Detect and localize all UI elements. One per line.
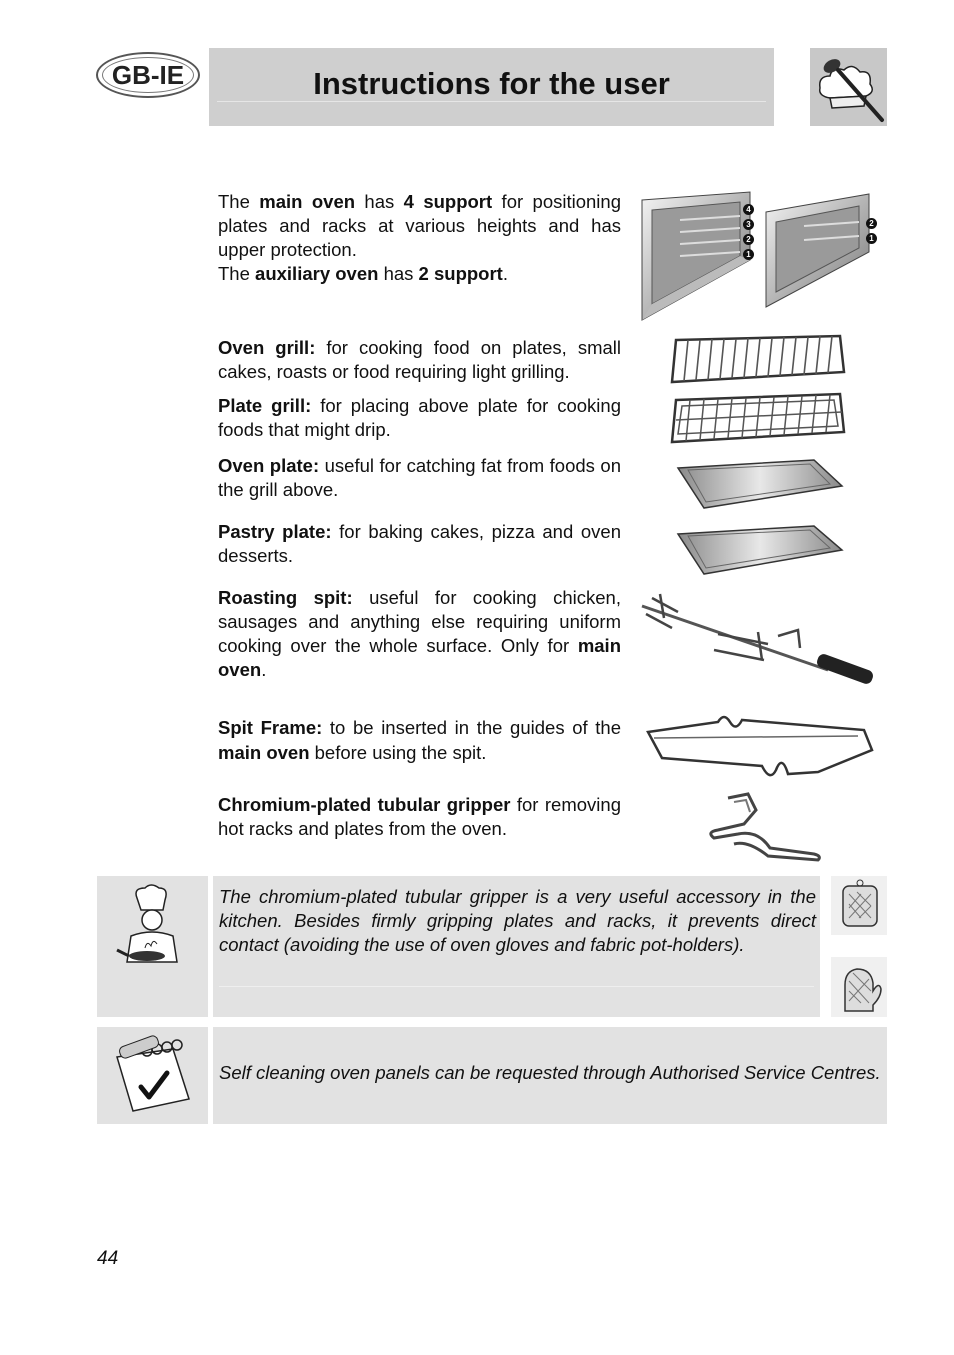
pot-holder-icon [831,876,887,935]
roasting-spit-illustration [638,588,878,703]
level-marker: 1 [743,249,754,260]
spoon-chef-hat-icon [810,48,887,126]
page-header [209,48,774,126]
accessory-desc: useful for cooking chicken, sausages and anything else requiring uniform cooking over the whole surface. Only for [218,587,621,656]
oven-plate-illustration [674,456,846,512]
auxiliary-oven-cavity-illustration [764,192,879,312]
page-title: Instructions for the user [313,66,670,101]
oven-grill-illustration [668,332,848,388]
accessory-desc: for baking cakes, pizza and oven desserts. [218,521,621,566]
header-divider [217,101,766,102]
spit-frame-illustration [638,710,880,784]
accessory-oven-plate [218,454,621,502]
panels-note-box [213,1027,887,1124]
level-marker: 1 [866,233,877,244]
note-divider [219,986,814,987]
pastry-plate-illustration [674,522,846,578]
level-marker: 3 [743,219,754,230]
accessory-desc: useful for catching fat from foods on the grill above. [218,455,621,500]
accessory-name: Plate grill: [218,395,312,416]
accessory-roasting-spit: Roasting spit: useful for cooking chicken, sausages and anything else requiring uniform cooking over the whole surface. Only for main oven. [218,587,621,680]
accessory-name: Oven plate: [218,455,320,476]
gripper-note-box [213,876,820,1017]
accessory-name: Oven grill: [218,337,316,358]
notepad-checkmark-icon [97,1027,208,1124]
accessory-pastry-plate [218,520,621,568]
level-marker: 2 [866,218,877,229]
panels-note-text: Self cleaning oven panels can be requested through Authorised Service Centres. [219,1062,881,1083]
tubular-gripper-illustration [698,790,828,864]
region-badge-label: GB-IE [111,59,185,90]
accessory-oven-grill [218,336,621,384]
level-marker: 4 [743,204,754,215]
accessory-plate-grill [218,394,621,442]
gripper-note-text: The chromium-plated tubular gripper is a very useful accessory in the kitchen. Besides firmly gripping plates and racks, it prevents direct contact (avoiding the use of oven gloves and fabric pot-holders). [219,886,816,955]
accessory-name: Spit Frame: [218,717,323,738]
accessory-desc: for removing hot racks and plates from the oven. [218,794,621,839]
accessory-tubular-gripper [218,793,621,841]
region-badge [96,52,200,98]
accessory-spit-frame: Spit Frame: to be inserted in the guides of the main oven before using the spit. [218,717,621,763]
accessory-name: Pastry plate: [218,521,332,542]
accessory-desc: to be inserted in the guides of the [322,717,621,738]
level-marker: 2 [743,234,754,245]
chef-icon [97,876,208,1017]
accessory-desc: for cooking food on plates, small cakes, roasts or food requiring light grilling. [218,337,621,382]
accessory-name: Chromium-plated tubular gripper [218,794,511,815]
plate-grill-illustration [668,390,848,448]
page-number: 44 [97,1248,119,1269]
main-oven-cavity-illustration [640,190,760,325]
oven-glove-icon [831,957,887,1017]
accessory-desc: for placing above plate for cooking foods that might drip. [218,395,621,440]
intro-text: The main oven has 4 support for positioning plates and racks at various heights and has upper protection. The auxiliary oven has 2 support. [218,191,621,284]
accessory-name: Roasting spit: [218,587,353,608]
